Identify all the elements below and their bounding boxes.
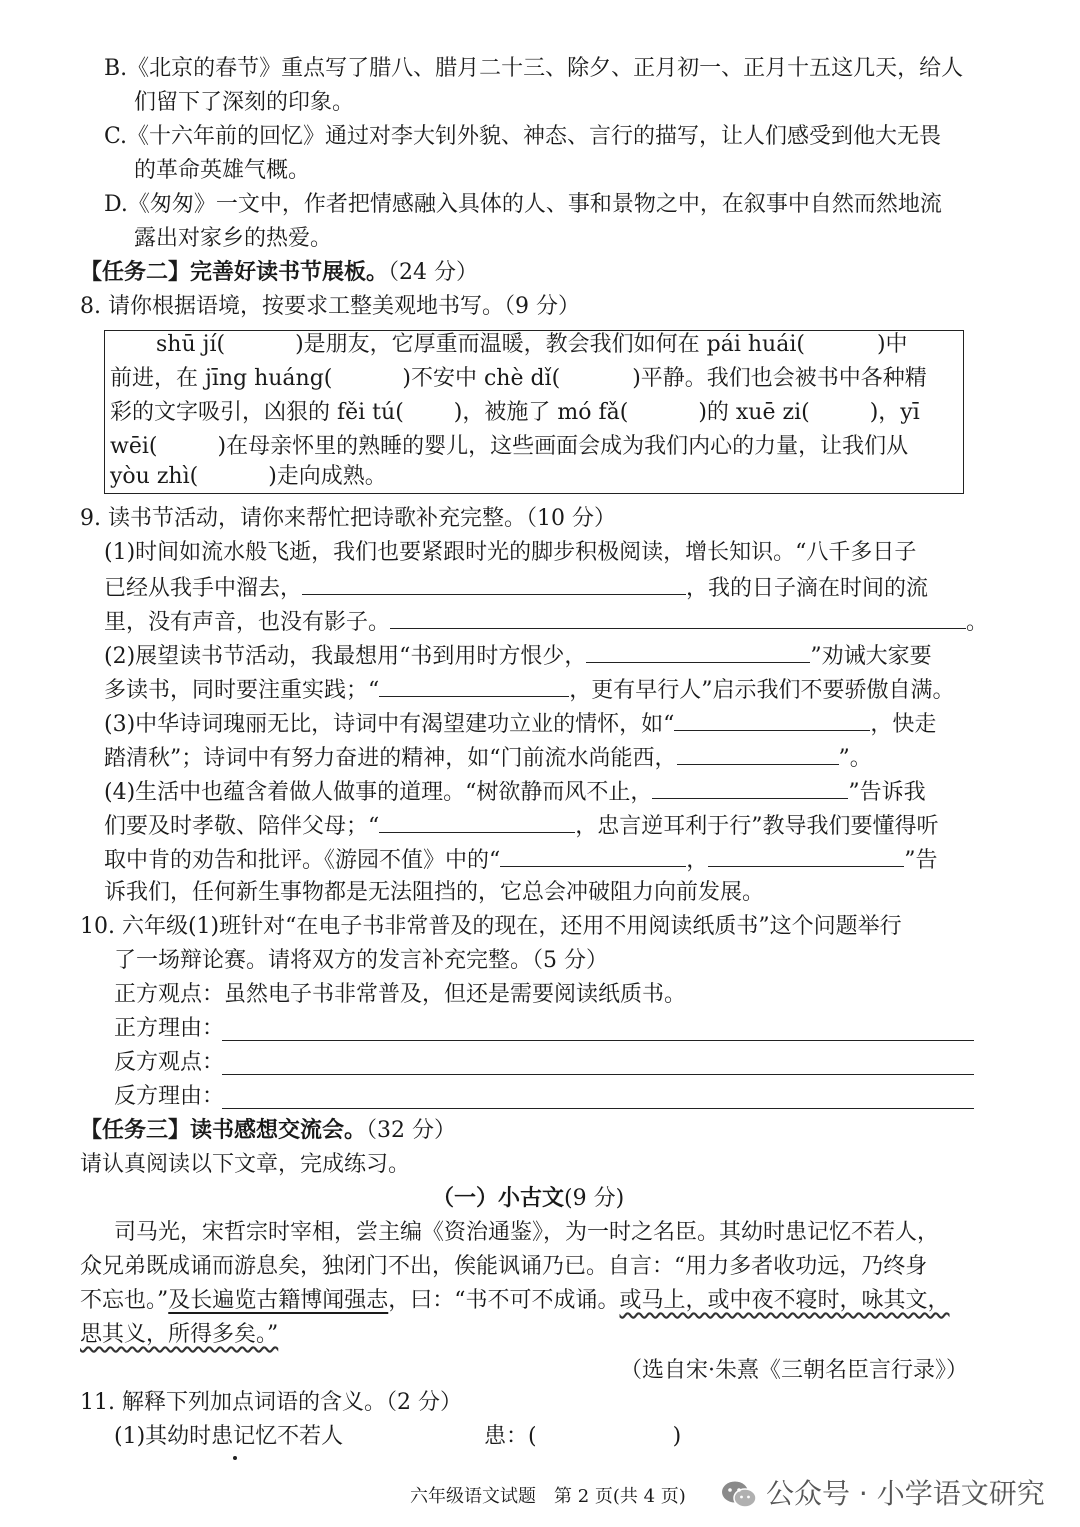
q9-p1c <box>104 606 988 638</box>
q9-p2b <box>104 674 955 706</box>
answer-label: 患：( <box>484 1424 537 1449</box>
q8-text: )是朋友，它厚重而温暖，教会我们如何在 pái huái( <box>295 332 805 357</box>
q9-text: (3)中华诗词瑰丽无比，诗词中有渴望建功立业的情怀，如“ <box>104 712 675 737</box>
q9-text: (2)展望读书节活动，我最想用“书到用时方恨少， <box>104 644 587 669</box>
q9-p1b <box>104 572 928 604</box>
q8-line4 <box>110 432 908 462</box>
pinyin-shuji: shū jí( <box>156 332 226 357</box>
con-view-blank[interactable] <box>222 1074 974 1075</box>
answer-blank[interactable] <box>500 844 686 867</box>
option-b-line1: B.《北京的春节》重点写了腊八、腊月二十三、除夕、正月初一、正月十五这几天，给人 <box>104 56 964 81</box>
passage-line1: 司马光，宋哲宗时宰相，尝主编《资治通鉴》，为一时之名臣。其幼时患记忆不若人， <box>114 1220 940 1245</box>
q9-text: ，我的日子滴在时间的流 <box>686 576 929 601</box>
q8-title: 8. 请你根据语境，按要求工整美观地书写。（9 分） <box>80 294 580 319</box>
q8-text: 彩的文字吸引，凶狠的 fěi tú( <box>110 400 404 425</box>
q9-text: 已经从我手中溜去， <box>104 576 303 601</box>
q9-p1a: (1)时间如流水般飞逝，我们也要紧跟时光的脚步积极阅读，增长知识。“八千多日子 <box>104 540 917 565</box>
page-footer: 六年级语文试题 第 2 页(共 4 页) <box>410 1486 686 1507</box>
q9-p4d: 诉我们，任何新生事物都是无法阻挡的，它总会冲破阻力向前发展。 <box>104 880 765 905</box>
task2-title: 【任务二】完善好读书节展板。 <box>80 260 389 285</box>
q9-p3b <box>104 742 872 774</box>
task2-heading <box>80 258 478 288</box>
q9-text: ”告 <box>904 848 938 873</box>
q10-title-line1: 10. 六年级(1)班针对“在电子书非常普及的现在，还用不用阅读纸质书”这个问题举行 <box>80 914 902 939</box>
q9-text: (4)生活中也蕴含着做人做事的道理。“树欲静而风不止， <box>104 780 653 805</box>
q11-answer <box>484 1422 681 1452</box>
q8-text: )在母亲怀里的熟睡的婴儿，这些画面会成为我们内心的力量，让我们从 <box>217 434 909 459</box>
answer-blank[interactable] <box>708 844 904 867</box>
option-b-line2: 们留下了深刻的印象。 <box>134 90 355 115</box>
pro-reason-blank[interactable] <box>222 1040 974 1041</box>
task3-score: （32 分） <box>366 1118 457 1143</box>
q8-text: 前进，在 jīng huáng( <box>110 366 333 391</box>
answer-blank[interactable] <box>652 776 848 799</box>
q9-text: ，快走 <box>870 712 937 737</box>
section-title: （一）小古文 <box>432 1186 565 1211</box>
answer-close: ) <box>672 1424 682 1449</box>
q8-text: yòu zhì( <box>110 464 199 489</box>
q9-p3a <box>104 708 936 740</box>
q8-line2 <box>110 364 927 394</box>
task3-intro: 请认真阅读以下文章，完成练习。 <box>80 1152 411 1177</box>
answer-blank[interactable] <box>379 810 575 833</box>
q8-line5 <box>110 462 387 492</box>
q9-text: 里，没有声音，也没有影子。 <box>104 610 391 635</box>
q9-text: 多读书，同时要注重实践；“ <box>104 678 380 703</box>
q9-text: 们要及时孝敬、陪伴父母；“ <box>104 814 380 839</box>
q8-text: wēi( <box>110 434 158 459</box>
passage-text: ，曰：“书不可不成诵。 <box>388 1288 620 1313</box>
q9-text: 。 <box>966 610 989 635</box>
passage-source: （选自宋·朱熹《三朝名臣言行录》） <box>620 1358 968 1383</box>
option-c-line2: 的革命英雄气概。 <box>134 158 311 183</box>
emphasis-dot <box>233 1456 237 1460</box>
q10-pro-view: 正方观点：虽然电子书非常普及，但还是需要阅读纸质书。 <box>114 982 687 1007</box>
q8-line1 <box>156 330 908 360</box>
task3-title: 【任务三】读书感想交流会。 <box>80 1118 367 1143</box>
q8-text: )走向成熟。 <box>268 464 387 489</box>
answer-blank[interactable] <box>674 708 870 731</box>
answer-blank[interactable] <box>390 606 966 629</box>
q9-p4b <box>104 810 939 842</box>
q9-text: 取中肯的劝告和批评。《游园不值》中的“ <box>104 848 501 873</box>
q10-con-reason-label: 反方理由： <box>114 1084 225 1109</box>
wavy-underlined-phrase: 或马上，或中夜不寝时，咏其文， <box>619 1288 950 1313</box>
option-d-line1: D.《匆匆》一文中，作者把情感融入具体的人、事和景物之中，在叙事中自然而然地流 <box>104 192 942 217</box>
passage-text: 不忘也。” <box>80 1288 169 1313</box>
q9-text: ”劝诫大家要 <box>810 644 932 669</box>
q9-p2a <box>104 640 932 672</box>
answer-blank[interactable] <box>379 674 569 697</box>
q8-text: )平静。我们也会被书中各种精 <box>632 366 927 391</box>
answer-blank[interactable] <box>586 640 810 663</box>
passage-line2: 众兄弟既成诵而游息矣，独闭门不出，俟能讽诵乃已。自言：“用力多者收功远，乃终身 <box>80 1254 928 1279</box>
q9-text: ”告诉我 <box>848 780 926 805</box>
task2-score: （24 分） <box>388 260 479 285</box>
q9-title: 9. 读书节活动，请你来帮忙把诗歌补充完整。（10 分） <box>80 506 616 531</box>
q9-p4c <box>104 844 938 876</box>
q9-p4a <box>104 776 926 808</box>
passage-line3 <box>80 1286 950 1316</box>
option-d-line2: 露出对家乡的热爱。 <box>134 226 333 251</box>
wechat-icon <box>720 1479 758 1509</box>
q8-text: )的 xuē zi( <box>698 400 810 425</box>
q9-text: ”。 <box>838 746 872 771</box>
q10-title-line2: 了一场辩论赛。请将双方的发言补充完整。（5 分） <box>114 948 608 973</box>
q9-text: ，更有早行人”启示我们不要骄傲自满。 <box>569 678 955 703</box>
q11-title: 11. 解释下列加点词语的含义。（2 分） <box>80 1390 462 1415</box>
q8-text: )中 <box>876 332 908 357</box>
task3-heading <box>80 1116 456 1146</box>
q9-text: ， <box>686 848 709 873</box>
q9-text: 踏清秋”；诗词中有努力奋进的精神，如“门前流水尚能西， <box>104 746 677 771</box>
watermark <box>720 1472 1045 1516</box>
q10-pro-reason-label: 正方理由： <box>114 1016 225 1041</box>
q8-line3 <box>110 398 920 428</box>
wavy-underlined-phrase: 思其义，所得多矣。” <box>80 1322 279 1347</box>
q10-con-view-label: 反方观点： <box>114 1050 225 1075</box>
underlined-phrase: 及长遍览古籍博闻强志 <box>168 1288 389 1313</box>
watermark-text: 公众号 · 小学语文研究 <box>766 1477 1045 1510</box>
passage-line4 <box>80 1320 278 1350</box>
con-reason-blank[interactable] <box>222 1108 974 1109</box>
q8-text: )，yī <box>869 400 920 425</box>
section-score: (9 分) <box>564 1186 625 1211</box>
q8-text: )不安中 chè dǐ( <box>402 366 561 391</box>
q9-text: ，忠言逆耳利于行”教导我们要懂得听 <box>575 814 939 839</box>
q8-text: )，被施了 mó fǎ( <box>453 400 629 425</box>
answer-blank[interactable] <box>302 572 686 595</box>
answer-blank[interactable] <box>677 742 839 765</box>
section-heading <box>432 1184 624 1214</box>
q11-item1: (1)其幼时患记忆不若人 <box>114 1424 344 1449</box>
option-c-line1: C.《十六年前的回忆》通过对李大钊外貌、神态、言行的描写，让人们感受到他大无畏 <box>104 124 942 149</box>
